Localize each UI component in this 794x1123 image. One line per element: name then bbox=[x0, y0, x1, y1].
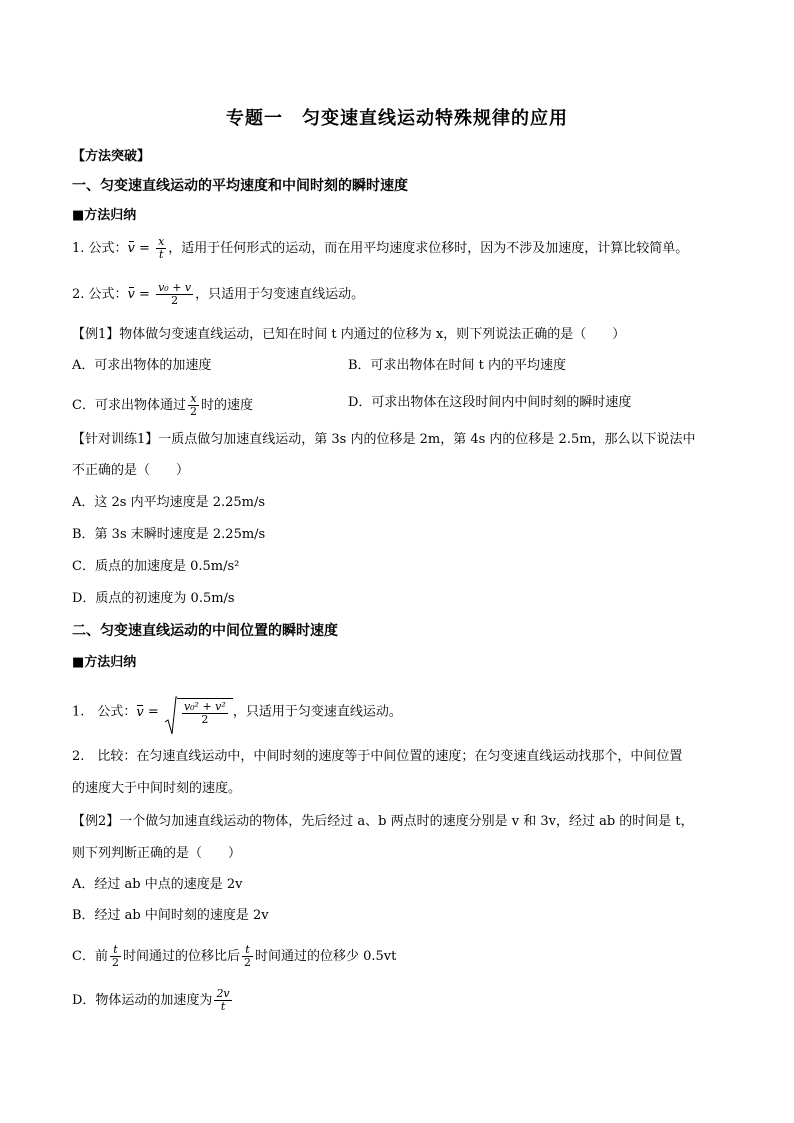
part1-heading: 一、匀变速直线运动的平均速度和中间时刻的瞬时速度 bbox=[72, 178, 408, 194]
fraction-denominator: 2 bbox=[171, 294, 179, 307]
part2-method-label: ■方法归纳 bbox=[72, 655, 137, 670]
example1-option-d: D．可求出物体在这段时间内中间时刻的瞬时速度 bbox=[348, 395, 632, 410]
fraction-denominator: 2 bbox=[111, 956, 119, 969]
formula2-text: ，只适用于匀变速直线运动。 bbox=[195, 287, 365, 302]
formula-prefix: 1. 公式： bbox=[72, 704, 137, 720]
part1-formula2 bbox=[72, 282, 364, 307]
equals-sign: = bbox=[143, 704, 163, 720]
example2-option-b: B．经过 ab 中间时刻的速度是 2v bbox=[72, 908, 269, 923]
example1-option-a: A．可求出物体的加速度 bbox=[72, 358, 212, 373]
fraction-denominator: 2 bbox=[189, 405, 197, 418]
training1-stem-line1: 【针对训练1】一质点做匀加速直线运动，第 3s 内的位移是 2m，第 4s 内的位移是 2.5m，那么以下说法中 bbox=[72, 432, 696, 447]
training1-option-c: C．质点的加速度是 0.5m/s² bbox=[72, 559, 240, 574]
fraction-denominator: t bbox=[158, 248, 164, 261]
example2-stem-line2: 则下列判断正确的是（ ） bbox=[72, 846, 242, 861]
part2-heading: 二、匀变速直线运动的中间位置的瞬时速度 bbox=[72, 623, 338, 639]
fraction-t-over-2 bbox=[110, 944, 121, 969]
compare-line1: 2. 比较：在匀速直线运动中，中间时刻的速度等于中间位置的速度；在匀变速直线运动找那个，中间位置 bbox=[72, 749, 683, 764]
option-c-suffix: 时间通过的位移少 0.5vt bbox=[254, 949, 397, 964]
option-c-suffix: 时的速度 bbox=[200, 398, 253, 413]
radical-sign-icon bbox=[165, 696, 177, 736]
formula1-prefix: 1. 公式： bbox=[72, 241, 128, 256]
example2-option-a: A．经过 ab 中点的速度是 2v bbox=[72, 877, 243, 892]
fraction-numerator: x bbox=[188, 393, 199, 406]
fraction-t-over-2 bbox=[242, 944, 253, 969]
fraction-numerator: v₀ + v bbox=[158, 281, 192, 294]
example1-option-c bbox=[72, 393, 253, 418]
fraction-numerator: t bbox=[242, 944, 253, 957]
fraction-2v-over-t bbox=[214, 988, 231, 1013]
formula-text: ，只适用于匀变速直线运动。 bbox=[232, 704, 402, 720]
avg-v-symbol: v bbox=[127, 241, 135, 256]
example2-option-c bbox=[72, 944, 396, 969]
equals-sign: = bbox=[134, 287, 155, 302]
avg-v-symbol: v bbox=[127, 287, 135, 302]
section-label: 【方法突破】 bbox=[72, 149, 151, 164]
option-c-prefix: C．前 bbox=[72, 949, 108, 964]
fraction-x-over-2 bbox=[188, 393, 199, 418]
fraction-numerator: t bbox=[110, 944, 121, 957]
fraction-denominator: t bbox=[220, 1000, 226, 1013]
formula1-text: ，适用于任何形式的运动，而在用平均速度求位移时，因为不涉及加速度，计算比较简单。 bbox=[168, 241, 689, 256]
training1-stem-line2: 不正确的是（ ） bbox=[72, 463, 190, 478]
fraction-numerator: v₀² + v² bbox=[183, 700, 226, 713]
training1-option-d: D．质点的初速度为 0.5m/s bbox=[72, 591, 235, 606]
compare-line2: 的速度大于中间时刻的速度。 bbox=[72, 781, 242, 796]
fraction-denominator: 2 bbox=[243, 956, 251, 969]
training1-option-b: B．第 3s 末瞬时速度是 2.25m/s bbox=[72, 527, 266, 542]
fraction-x-over-t bbox=[156, 236, 166, 261]
fraction-v-squared-over-2 bbox=[182, 701, 228, 726]
fraction-denominator: 2 bbox=[201, 713, 209, 726]
equals-sign: = bbox=[134, 241, 155, 256]
formula2-prefix: 2. 公式： bbox=[72, 287, 128, 302]
example2-option-d bbox=[72, 988, 234, 1013]
example1-stem: 【例1】物体做匀变速直线运动，已知在时间 t 内通过的位移为 x，则下列说法正确的是（ ） bbox=[72, 327, 626, 342]
part1-method-label: ■方法归纳 bbox=[72, 208, 137, 223]
fraction-v0-plus-v-over-2 bbox=[156, 282, 193, 307]
page-title: 专题一 匀变速直线运动特殊规律的应用 bbox=[226, 108, 568, 129]
square-root bbox=[165, 698, 233, 726]
part1-formula1 bbox=[72, 236, 688, 261]
fraction-numerator: 2v bbox=[216, 987, 230, 1000]
avg-v-symbol: v bbox=[136, 704, 144, 720]
fraction-numerator: x bbox=[158, 235, 165, 248]
part2-formula bbox=[72, 698, 402, 726]
training1-option-a: A．这 2s 内平均速度是 2.25m/s bbox=[72, 495, 266, 510]
example2-stem-line1: 【例2】一个做匀加速直线运动的物体，先后经过 a、b 两点时的速度分别是 v 和 3v，经过 ab 的时间是 t， bbox=[72, 814, 694, 829]
option-c-middle: 时间通过的位移比后 bbox=[122, 949, 240, 964]
option-c-prefix: C．可求出物体通过 bbox=[72, 398, 186, 413]
option-d-prefix: D．物体运动的加速度为 bbox=[72, 993, 213, 1008]
example1-option-b: B．可求出物体在时间 t 内的平均速度 bbox=[348, 358, 567, 373]
